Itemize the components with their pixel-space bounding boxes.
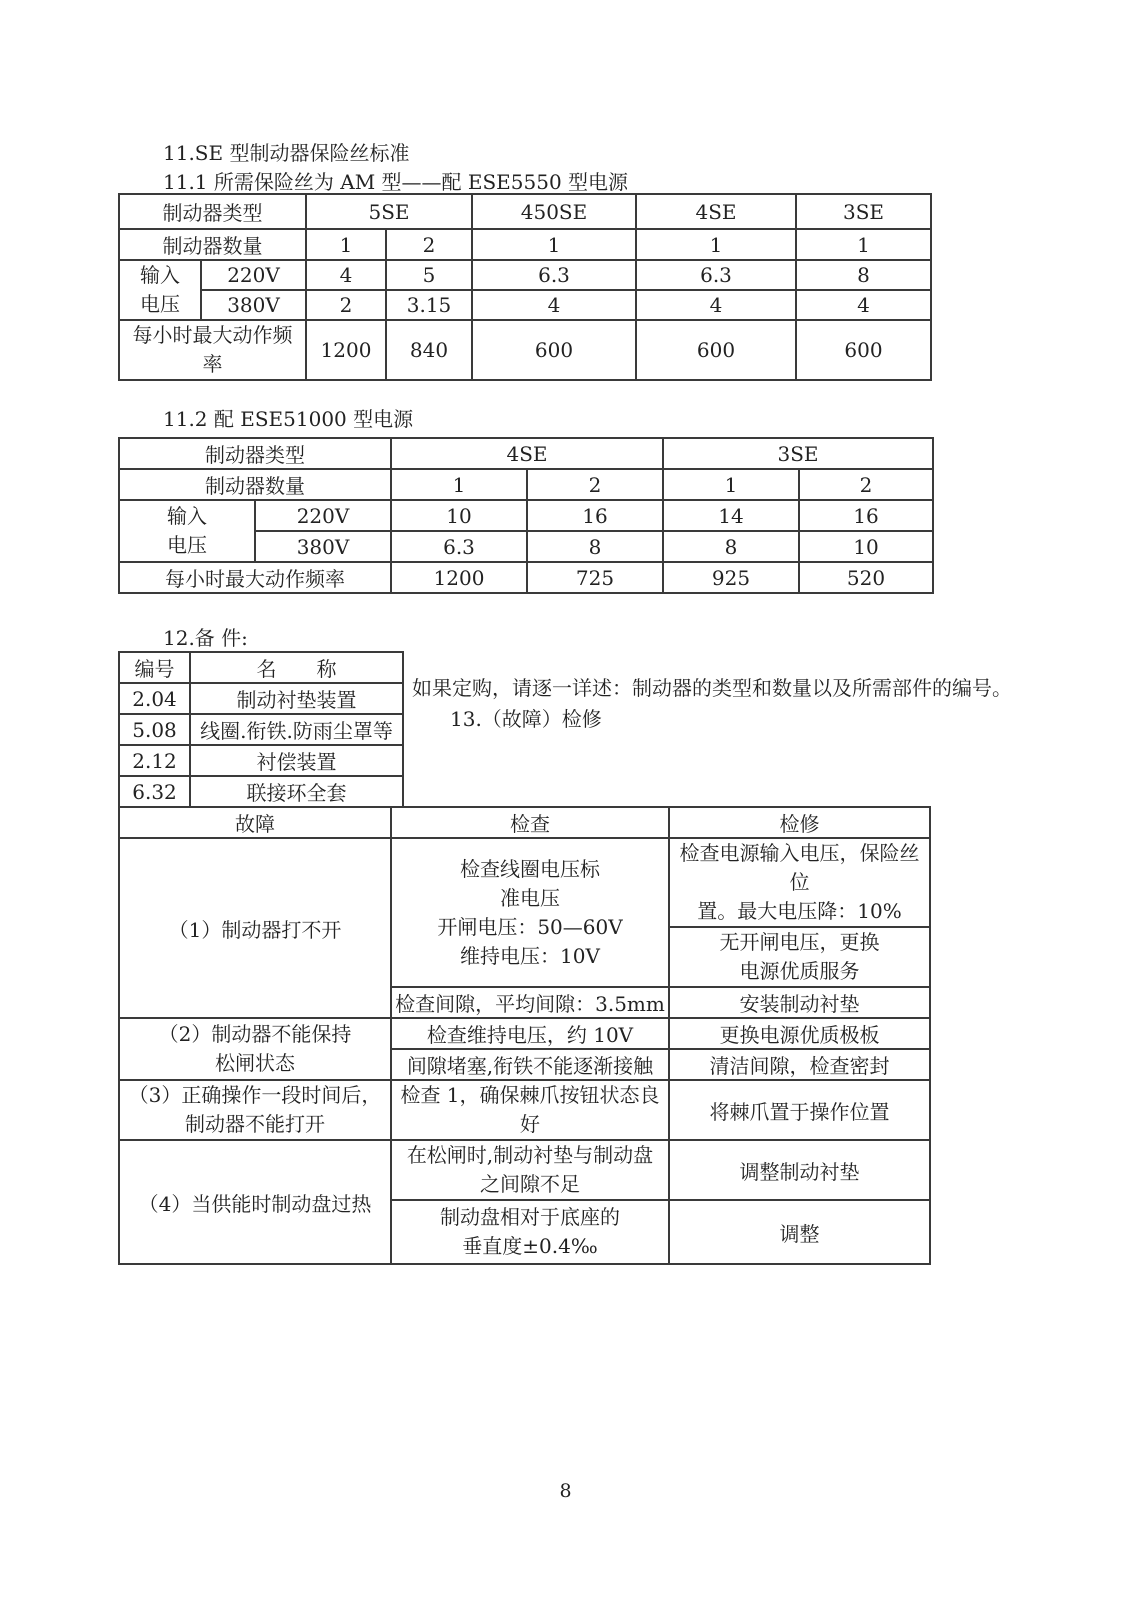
fuse-table-ese5550 bbox=[118, 193, 932, 381]
value-cell: 840 bbox=[386, 320, 472, 380]
input-voltage-line2: 电压 bbox=[167, 533, 207, 557]
value-cell: 6.3 bbox=[636, 260, 796, 290]
repair-cell: 调整 bbox=[669, 1200, 930, 1264]
value-cell: 600 bbox=[472, 320, 636, 380]
troubleshooting-table bbox=[118, 806, 931, 1265]
input-voltage-line1: 输入 bbox=[140, 263, 180, 287]
value-cell: 10 bbox=[799, 531, 933, 562]
qty-cell: 1 bbox=[472, 229, 636, 260]
qty-cell: 1 bbox=[796, 229, 931, 260]
repair-cell: 将棘爪置于操作位置 bbox=[669, 1080, 930, 1140]
input-voltage-line2: 电压 bbox=[140, 292, 180, 316]
check-line: 好 bbox=[520, 1112, 540, 1136]
heading-13: 13.（故障）检修 bbox=[450, 707, 602, 731]
value-cell: 8 bbox=[796, 260, 931, 290]
page-number: 8 bbox=[559, 1480, 572, 1502]
freq-label-line1: 每小时最大动作频 bbox=[132, 323, 293, 347]
v220-label-cell: 220V bbox=[201, 260, 306, 290]
part-id-cell: 6.32 bbox=[119, 776, 190, 807]
qty-cell: 1 bbox=[391, 469, 527, 500]
fault-line: 松闸状态 bbox=[215, 1051, 295, 1075]
value-cell: 925 bbox=[663, 562, 799, 593]
value-cell: 8 bbox=[527, 531, 663, 562]
part-name-cell: 衬偿装置 bbox=[190, 745, 403, 776]
repair-column-header-cell: 检修 bbox=[669, 807, 930, 838]
check-line: 准电压 bbox=[500, 885, 560, 910]
part-name-cell: 线圈.衔铁.防雨尘罩等 bbox=[190, 714, 403, 745]
brake-type-label-cell: 制动器类型 bbox=[119, 438, 391, 469]
brake-type-label-cell: 制动器类型 bbox=[119, 194, 306, 229]
qty-cell: 2 bbox=[799, 469, 933, 500]
fault-cell: （1）制动器打不开 bbox=[119, 838, 391, 1018]
qty-cell: 1 bbox=[663, 469, 799, 500]
part-name-cell: 联接环全套 bbox=[190, 776, 403, 807]
check-line: 制动盘相对于底座的 bbox=[440, 1205, 620, 1229]
v380-label-cell: 380V bbox=[201, 290, 306, 320]
value-cell: 4 bbox=[796, 290, 931, 320]
check-line: 检查 1，确保棘爪按钮状态良 bbox=[400, 1083, 660, 1107]
check-line: 之间隙不足 bbox=[480, 1172, 580, 1196]
fault-cell: （4）当供能时制动盘过热 bbox=[119, 1140, 391, 1264]
value-cell: 1200 bbox=[391, 562, 527, 593]
repair-line: 检查电源输入电压，保险丝位 bbox=[679, 841, 920, 894]
fault-column-header-cell: 故障 bbox=[119, 807, 391, 838]
value-cell: 600 bbox=[796, 320, 931, 380]
fault-line: （2）制动器不能保持 bbox=[158, 1022, 352, 1046]
repair-line: 电源优质服务 bbox=[739, 959, 860, 983]
check-column-header-cell: 检查 bbox=[391, 807, 669, 838]
input-voltage-line1: 输入 bbox=[167, 504, 207, 528]
repair-cell: 调整制动衬垫 bbox=[669, 1140, 930, 1200]
check-cell bbox=[391, 1080, 669, 1140]
check-line: 在松闸时,制动衬垫与制动盘 bbox=[406, 1143, 654, 1167]
value-cell: 16 bbox=[527, 500, 663, 531]
type-cell: 4SE bbox=[391, 438, 663, 469]
brake-qty-label-cell: 制动器数量 bbox=[119, 469, 391, 500]
value-cell: 16 bbox=[799, 500, 933, 531]
v220-label-cell: 220V bbox=[255, 500, 391, 531]
check-cell: 检查维持电压，约 10V bbox=[391, 1018, 669, 1049]
freq-label-cell: 每小时最大动作频率 bbox=[119, 562, 391, 593]
fuse-table-ese51000 bbox=[118, 437, 934, 594]
value-cell: 6.3 bbox=[391, 531, 527, 562]
qty-cell: 2 bbox=[386, 229, 472, 260]
value-cell: 14 bbox=[663, 500, 799, 531]
freq-label-line2: 率 bbox=[202, 352, 223, 376]
order-note: 如果定购，请逐一详述：制动器的类型和数量以及所需部件的编号。 bbox=[412, 676, 1012, 700]
type-cell: 4SE bbox=[636, 194, 796, 229]
heading-12: 12.备 件: bbox=[163, 626, 248, 650]
value-cell: 8 bbox=[663, 531, 799, 562]
value-cell: 4 bbox=[472, 290, 636, 320]
qty-cell: 1 bbox=[636, 229, 796, 260]
value-cell: 4 bbox=[636, 290, 796, 320]
repair-line: 置。最大电压降：10% bbox=[697, 899, 902, 923]
value-cell: 6.3 bbox=[472, 260, 636, 290]
part-id-header-cell: 编号 bbox=[119, 652, 190, 683]
repair-cell bbox=[669, 838, 930, 927]
type-cell: 450SE bbox=[472, 194, 636, 229]
check-cell: 间隙堵塞,衔铁不能逐渐接触 bbox=[391, 1049, 669, 1080]
v380-label-cell: 380V bbox=[255, 531, 391, 562]
qty-cell: 1 bbox=[306, 229, 386, 260]
type-cell: 3SE bbox=[796, 194, 931, 229]
value-cell: 725 bbox=[527, 562, 663, 593]
check-cell bbox=[391, 1200, 669, 1264]
check-cell bbox=[391, 838, 669, 987]
freq-label-cell bbox=[119, 320, 306, 380]
value-cell: 3.15 bbox=[386, 290, 472, 320]
part-id-cell: 2.04 bbox=[119, 683, 190, 714]
spare-parts-table bbox=[118, 651, 404, 808]
heading-11-2: 11.2 配 ESE51000 型电源 bbox=[163, 407, 414, 431]
check-line: 开闸电压：50—60V bbox=[437, 914, 623, 939]
heading-11: 11.SE 型制动器保险丝标准 bbox=[163, 141, 410, 165]
repair-cell: 安装制动衬垫 bbox=[669, 987, 930, 1018]
part-name-cell: 制动衬垫装置 bbox=[190, 683, 403, 714]
check-line: 维持电压：10V bbox=[460, 943, 600, 968]
check-cell bbox=[391, 1140, 669, 1200]
value-cell: 600 bbox=[636, 320, 796, 380]
value-cell: 10 bbox=[391, 500, 527, 531]
part-name-header-cell: 名 称 bbox=[190, 652, 403, 683]
heading-11-1: 11.1 所需保险丝为 AM 型——配 ESE5550 型电源 bbox=[163, 170, 629, 194]
qty-cell: 2 bbox=[527, 469, 663, 500]
repair-cell: 清洁间隙，检查密封 bbox=[669, 1049, 930, 1080]
input-voltage-label-cell bbox=[119, 500, 255, 562]
check-line: 检查线圈电压标 bbox=[460, 856, 600, 881]
part-id-cell: 5.08 bbox=[119, 714, 190, 745]
repair-cell: 更换电源优质极板 bbox=[669, 1018, 930, 1049]
value-cell: 2 bbox=[306, 290, 386, 320]
value-cell: 4 bbox=[306, 260, 386, 290]
type-cell: 5SE bbox=[306, 194, 472, 229]
value-cell: 5 bbox=[386, 260, 472, 290]
repair-line: 无开闸电压，更换 bbox=[719, 930, 880, 954]
fault-line: （3）正确操作一段时间后， bbox=[128, 1083, 382, 1107]
input-voltage-label-cell bbox=[119, 260, 201, 320]
check-cell: 检查间隙，平均间隙：3.5mm bbox=[391, 987, 669, 1018]
value-cell: 1200 bbox=[306, 320, 386, 380]
repair-cell bbox=[669, 927, 930, 987]
part-id-cell: 2.12 bbox=[119, 745, 190, 776]
value-cell: 520 bbox=[799, 562, 933, 593]
fault-cell bbox=[119, 1080, 391, 1140]
fault-line: 制动器不能打开 bbox=[185, 1112, 325, 1136]
brake-qty-label-cell: 制动器数量 bbox=[119, 229, 306, 260]
fault-cell bbox=[119, 1018, 391, 1080]
check-line: 垂直度±0.4‰ bbox=[462, 1234, 598, 1258]
type-cell: 3SE bbox=[663, 438, 933, 469]
